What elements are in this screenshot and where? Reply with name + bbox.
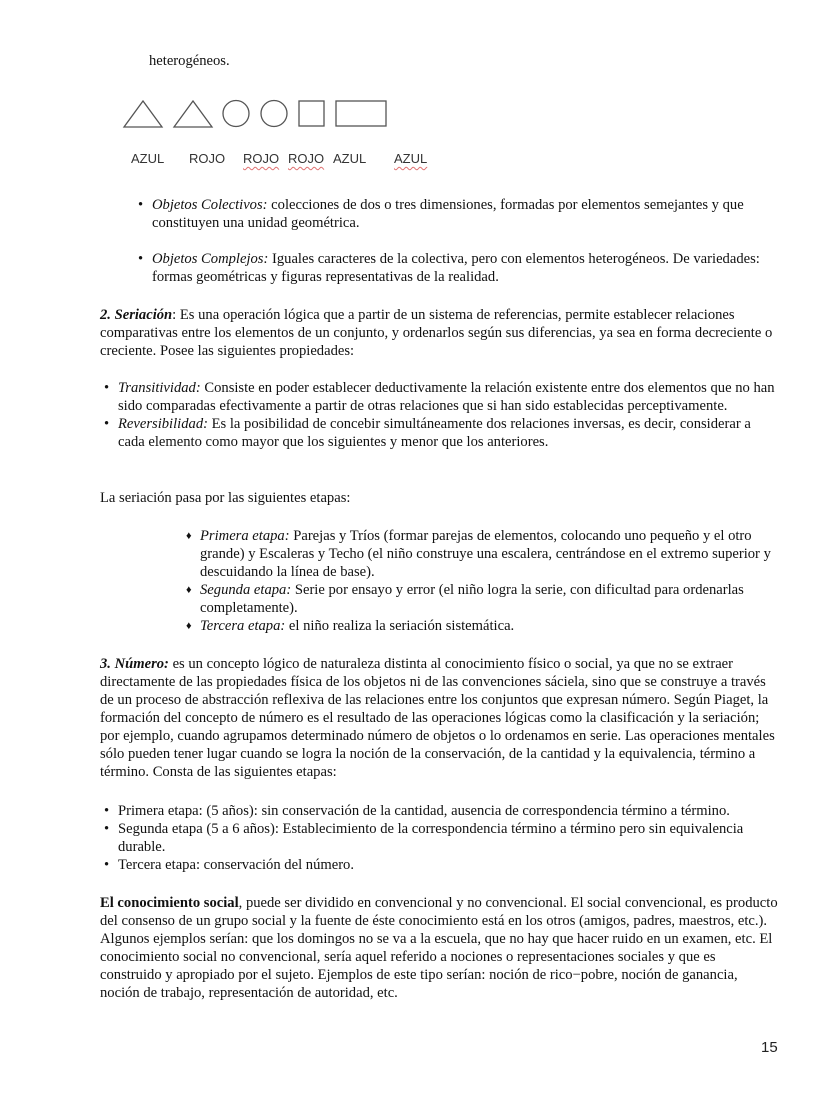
item-term: Reversibilidad: [118,416,208,432]
shape-label: ROJO [243,151,280,166]
numero-paragraph [100,655,775,781]
list-item [104,415,776,451]
numero-stages-list [104,802,776,874]
item-text: Iguales caracteres de la colectiva, pero con elementos heterogéneos. De variedades: formas geométricas y figuras representativas de la realidad. [152,251,760,285]
shape-label: AZUL [394,151,428,166]
list-item [186,581,776,617]
list-item: • Primera etapa: (5 años): sin conservación de la cantidad, ausencia de correspondencia término a término. [104,802,776,820]
list-item [138,250,778,286]
item-text: Consiste en poder establecer deductivamente la relación existente entre dos elementos que no han sido comparadas efectivamente a partir de otras relaciones que si han sido establecidas perceptivamente. [118,380,775,414]
rectangle-shape [336,101,386,126]
circle-shape [223,101,249,127]
triangle-shape [124,101,162,127]
triangle-shape [174,101,212,127]
shape-label: ROJO [288,151,325,166]
circle-shape [261,101,287,127]
item-text: Es la posibilidad de concebir simultáneamente dos relaciones inversas, es decir, considerar a cada elemento como mayor que los siguientes y menor que los anteriores. [118,416,751,450]
objects-list [138,196,778,286]
section-heading: 3. Número: [100,656,169,672]
list-item [138,196,778,232]
paragraph-text: es un concepto lógico de naturaleza distinta al conocimiento físico o social, ya que no se extraer directamente de las propiedades física de los objetos ni de las convenciones sáciela, sino que se construye a través de un proceso de abstracción reflexiva de las relaciones entre los conjuntos que expresan número. Según Piaget, la formación del concepto de número es el resultado de las operaciones lógicas como la clasificación y la seriación; por ejemplo, cuando agrupamos determinado número de objetos o lo ordenamos en serie. Las operaciones mentales sólo pueden tener lugar cuando se logra la noción de la conservación, de la cantidad y la equivalencia, término a término. Consta de las siguientes etapas: [100,656,775,780]
shape-label: ROJO [189,151,226,166]
stages-intro: La seriación pasa por las siguientes etapas: [100,490,351,506]
item-text: Parejas y Tríos (formar parejas de elementos, colocando uno pequeño y el otro grande) y Escaleras y Techo (el niño construye una escalera, centrándose en el extremo superior y descuidando la línea de base). [200,528,771,580]
page-number: 15 [761,1039,778,1056]
item-term: Objetos Colectivos: [152,197,268,213]
seriacion-paragraph [100,306,775,360]
continued-text: heterogéneos. [149,53,230,69]
properties-list [104,379,776,451]
item-term: Tercera etapa: [200,618,286,634]
list-item [186,527,776,581]
item-text: colecciones de dos o tres dimensiones, formadas por elementos semejantes y que constituyen una unidad geométrica. [152,197,744,231]
shape-label: AZUL [131,151,165,166]
item-term: Primera etapa: [200,528,290,544]
list-item: • Segunda etapa (5 a 6 años): Establecimiento de la correspondencia término a término pero sin equivalencia durable. [104,820,776,856]
item-text: el niño realiza la seriación sistemática. [285,618,515,634]
shapes-drawing [0,0,420,140]
social-paragraph [100,894,778,1002]
list-item [186,617,776,635]
item-text: Serie por ensayo y error (el niño logra la serie, con dificultad para ordenarlas completamente). [200,582,744,616]
paragraph-text: , puede ser dividido en convencional y no convencional. El social convencional, es producto del consenso de un grupo social y la fuente de éste conocimiento está en los otros (amigos, padres, maestros, etc.). Algunos ejemplos serían: que los domingos no se va a la escuela, que no hay que hacer ruido en un examen, etc. El conocimiento social no convencional, sería aquel referido a nociones o representaciones sociales y que es construido y apropiado por el sujeto. Ejemplos de este tipo serían: noción de rico−pobre, noción de ganancia, noción de trabajo, representación de autoridad, etc. [100,895,778,1001]
item-term: Transitividad: [118,380,201,396]
section-heading: 2. Seriación [100,307,173,323]
paragraph-text: : Es una operación lógica que a partir de un sistema de referencias, permite establecer relaciones comparativas entre los elementos de un conjunto, y ordenarlos según sus diferencias, ya sea en forma decreciente o creciente. Posee las siguientes propiedades: [100,307,773,359]
seriacion-stages-list [186,527,776,635]
shape-label: AZUL [333,151,367,166]
list-item: • Tercera etapa: conservación del número. [104,856,776,874]
list-item [104,379,776,415]
item-term: Segunda etapa: [200,582,292,598]
item-term: Objetos Complejos: [152,251,269,267]
section-heading: El conocimiento social [100,895,239,911]
square-shape [299,101,324,126]
